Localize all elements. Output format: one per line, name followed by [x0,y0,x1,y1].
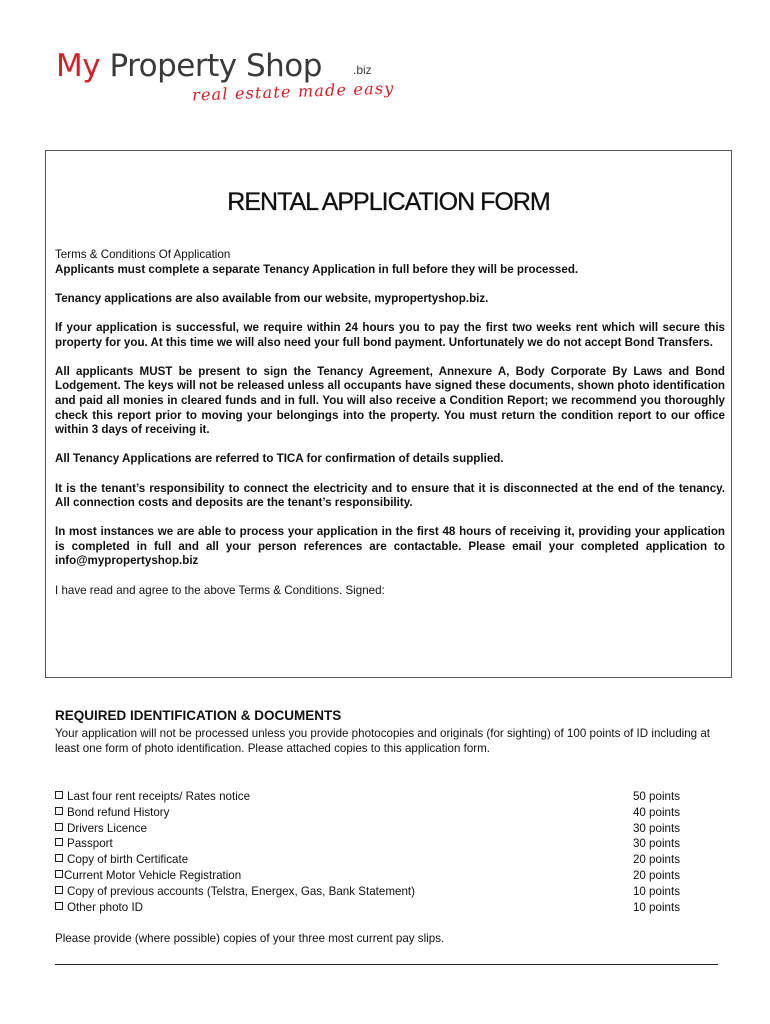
id-item-label: Bond refund History [67,805,170,819]
id-item-points: 30 points [632,837,680,851]
terms-paragraph: If your application is successful, we require within 24 hours you to pay the first two weeks rent which will secure this property for you. At this time we will also need your full bond payment. Unfortunately we do not accept Bond Transfers. [55,320,725,349]
id-item-points: 50 points [632,790,680,803]
id-item-points: 10 points [632,900,680,914]
terms-paragraph: All applicants MUST be present to sign the Tenancy Agreement, Annexure A, Body Corporate By Laws and Bond Lodgement. The keys will not be released unless all occupants have signed these documents, shown photo identification and paid all monies in cleared funds and in full. You will also receive a Condition Report; we recommend you thoroughly check this report prior to moving your belongings into the property. You must return the condition report to our office within 3 days of receiving it. [55,364,725,437]
list-item [55,821,680,837]
list-item [55,900,680,916]
id-item-points: 20 points [632,853,680,867]
id-item-points: 20 points [632,868,680,882]
list-item [55,884,680,900]
id-item-label: Passport [67,837,113,851]
list-item [55,868,680,884]
checkbox-icon[interactable] [55,854,63,862]
list-item [55,789,680,805]
logo-my: My [56,48,101,84]
bottom-divider [55,964,718,965]
list-item [55,852,680,868]
terms-paragraph: Applicants must complete a separate Tenancy Application in full before they will be processed. [55,262,579,276]
required-docs-title: REQUIRED IDENTIFICATION & DOCUMENTS [55,708,342,723]
id-item-label-wrap [55,852,188,868]
required-docs-intro: Your application will not be processed unless you provide photocopies and originals (for sighting) of 100 points of ID including at least one form of photo identification. Please attached copies to this application form. [55,727,711,756]
id-item-label-wrap [55,868,241,884]
id-item-label-wrap [55,884,415,900]
company-logo [56,46,416,116]
logo-biz: .biz [353,63,372,77]
terms-paragraph: In most instances we are able to process your application in the first 48 hours of receiving it, providing your application is completed in full and all your person references are contactable. Please email your completed application to info@mypropertyshop.biz [55,525,725,568]
terms-content [55,248,725,598]
logo-tagline: real estate made easy [191,78,395,105]
terms-paragraph: It is the tenant’s responsibility to connect the electricity and to ensure that it is disconnected at the end of the tenancy. All connection costs and deposits are the tenant’s responsibility. [55,481,725,510]
checkbox-icon[interactable] [55,902,63,910]
id-item-label: Copy of previous accounts (Telstra, Energex, Gas, Bank Statement) [67,884,415,898]
pay-slips-note: Please provide (where possible) copies of your three most current pay slips. [55,932,445,945]
id-item-label-wrap [55,836,113,852]
id-item-points: 30 points [632,821,680,835]
id-item-label-wrap [55,789,250,805]
id-item-label-wrap [55,821,147,837]
id-item-label: Other photo ID [67,900,144,914]
id-item-label: Last four rent receipts/ Rates notice [67,790,251,803]
checkbox-icon[interactable] [55,838,63,846]
list-item [55,805,680,821]
logo-property-shop: Property Shop [100,48,322,84]
list-item [55,836,680,852]
id-item-label: Current Motor Vehicle Registration [64,868,242,882]
checkbox-icon[interactable] [55,807,63,815]
id-item-label: Copy of birth Certificate [67,853,189,867]
id-item-points: 40 points [632,805,680,819]
signature-line[interactable]: I have read and agree to the above Terms & Conditions. Signed: [55,583,385,597]
terms-paragraph: All Tenancy Applications are referred to TICA for confirmation of details supplied. [55,452,504,466]
terms-box [45,150,732,678]
terms-heading: Terms & Conditions Of Application [55,248,231,261]
checkbox-icon[interactable] [55,870,63,878]
form-title: RENTAL APPLICATION FORM [227,188,550,216]
id-item-label-wrap [55,805,169,821]
id-item-points: 10 points [632,884,680,898]
checkbox-icon[interactable] [55,886,63,894]
checkbox-icon[interactable] [55,823,63,831]
logo-wordmark [56,46,322,86]
id-item-label-wrap [55,900,143,916]
checkbox-icon[interactable] [55,791,63,799]
id-document-list [55,789,680,915]
id-item-label: Drivers Licence [67,821,147,835]
terms-paragraph: Tenancy applications are also available from our website, mypropertyshop.biz. [55,291,489,305]
